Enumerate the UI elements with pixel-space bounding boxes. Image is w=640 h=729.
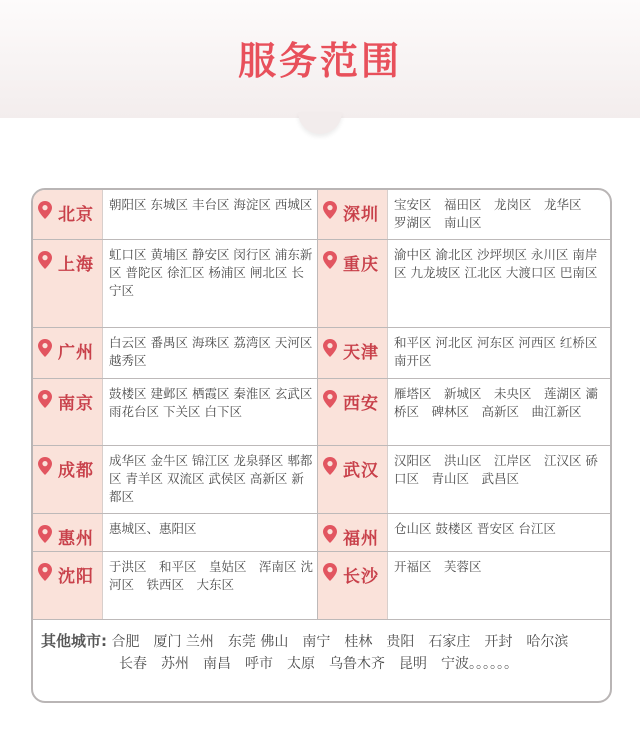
other-cities-line-2 (41, 653, 602, 675)
city-cell (318, 240, 610, 327)
city-label-box (33, 328, 103, 378)
city-name: 北京 (58, 205, 94, 225)
district-list: 和平区 河北区 河东区 河西区 红桥区 南开区 (394, 335, 598, 368)
location-pin-icon (38, 201, 52, 219)
location-pin-icon (323, 563, 337, 581)
header-notch (298, 112, 342, 134)
district-list: 宝安区 福田区 龙岗区 龙华区 罗湖区 南山区 (394, 197, 595, 230)
service-area-card (31, 188, 612, 703)
location-pin-icon (323, 339, 337, 357)
city-cell (33, 446, 318, 513)
city-label-box (318, 446, 388, 513)
district-list: 汉阳区 洪山区 江岸区 江汉区 硚口区 青山区 武昌区 (394, 453, 598, 486)
city-label-box (318, 190, 388, 239)
location-pin-icon (38, 457, 52, 475)
district-list: 惠城区、惠阳区 (109, 521, 197, 536)
district-list: 成华区 金牛区 锦江区 龙泉驿区 郫都区 青羊区 双流区 武侯区 高新区 新都区 (109, 453, 313, 504)
city-grid (33, 190, 610, 620)
city-label-box (318, 240, 388, 327)
location-pin-icon (323, 457, 337, 475)
city-row (33, 446, 610, 514)
city-name: 天津 (343, 343, 379, 363)
district-list: 鼓楼区 建邺区 栖霞区 秦淮区 玄武区 雨花台区 下关区 白下区 (109, 386, 313, 419)
city-cell (33, 328, 318, 378)
location-pin-icon (323, 251, 337, 269)
city-name: 沈阳 (58, 567, 94, 587)
city-name: 成都 (58, 461, 94, 481)
city-cell (318, 190, 610, 239)
city-row (33, 514, 610, 552)
location-pin-icon (323, 525, 337, 543)
city-label-box (318, 552, 388, 619)
city-cell (318, 552, 610, 619)
city-row (33, 552, 610, 620)
city-cell (318, 379, 610, 445)
other-cities-line-1 (41, 630, 602, 653)
city-name: 上海 (58, 255, 94, 275)
city-cell (33, 190, 318, 239)
city-cell (33, 240, 318, 327)
other-cities-list-1: 合肥 厦门 兰州 东莞 佛山 南宁 桂林 贵阳 石家庄 开封 哈尔滨 (111, 634, 569, 650)
city-name: 南京 (58, 394, 94, 414)
city-row (33, 328, 610, 379)
location-pin-icon (38, 339, 52, 357)
city-name: 深圳 (343, 205, 379, 225)
city-name: 重庆 (343, 255, 379, 275)
city-cell (318, 446, 610, 513)
city-name: 广州 (58, 343, 94, 363)
city-cell (33, 514, 318, 551)
city-label-box (318, 379, 388, 445)
city-row (33, 379, 610, 446)
city-label-box (33, 240, 103, 327)
location-pin-icon (38, 525, 52, 543)
district-list: 开福区 芙蓉区 (394, 559, 482, 574)
location-pin-icon (38, 390, 52, 408)
other-cities-list-2: 长春 苏州 南昌 呼市 太原 乌鲁木齐 昆明 宁波。。。。。。 (119, 656, 518, 672)
city-label-box (33, 190, 103, 239)
city-cell (318, 514, 610, 551)
location-pin-icon (323, 201, 337, 219)
other-cities (33, 630, 610, 675)
city-label-box (33, 379, 103, 445)
district-list: 仓山区 鼓楼区 晋安区 台江区 (394, 521, 556, 536)
city-label-box (33, 446, 103, 513)
city-label-box (33, 514, 103, 551)
city-row (33, 240, 610, 328)
location-pin-icon (38, 563, 52, 581)
district-list: 虹口区 黄埔区 静安区 闵行区 浦东新区 普陀区 徐汇区 杨浦区 闸北区 长宁区 (109, 247, 313, 298)
city-name: 武汉 (343, 461, 379, 481)
city-label-box (33, 552, 103, 619)
city-label-box (318, 328, 388, 378)
city-label-box (318, 514, 388, 551)
district-list: 白云区 番禺区 海珠区 荔湾区 天河区 越秀区 (109, 335, 313, 368)
city-name: 惠州 (58, 529, 94, 549)
city-cell (318, 328, 610, 378)
location-pin-icon (323, 390, 337, 408)
city-cell (33, 379, 318, 445)
page-title: 服务范围 (237, 39, 402, 83)
district-list: 朝阳区 东城区 丰台区 海淀区 西城区 (109, 197, 313, 212)
city-name: 长沙 (343, 567, 379, 587)
district-list: 于洪区 和平区 皇姑区 浑南区 沈河区 铁西区 大东区 (109, 559, 313, 592)
district-list: 渝中区 渝北区 沙坪坝区 永川区 南岸区 九龙坡区 江北区 大渡口区 巴南区 (394, 247, 598, 280)
city-cell (33, 552, 318, 619)
city-name: 福州 (343, 529, 379, 549)
city-name: 西安 (343, 394, 379, 414)
district-list: 雁塔区 新城区 未央区 莲湖区 灞桥区 碑林区 高新区 曲江新区 (394, 386, 598, 419)
other-cities-label: 其他城市: (41, 632, 107, 650)
city-row (33, 190, 610, 240)
location-pin-icon (38, 251, 52, 269)
